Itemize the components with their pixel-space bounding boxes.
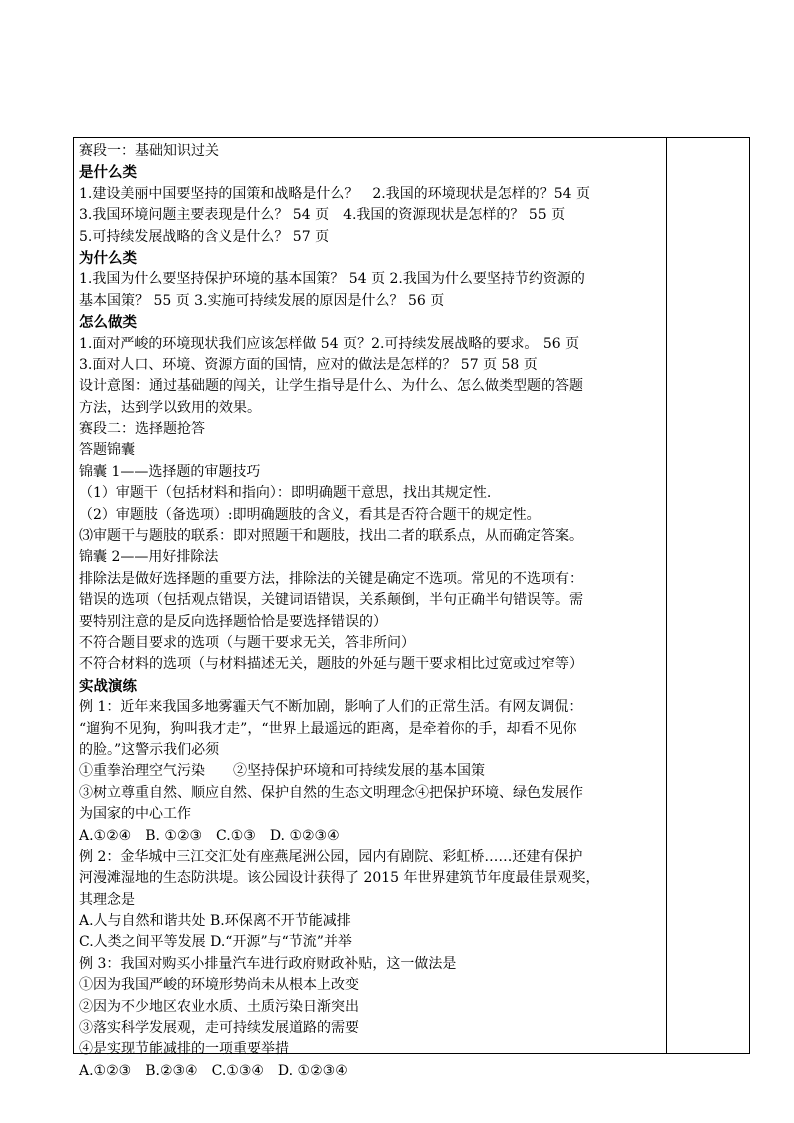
text-line: ③树立尊重自然、顺应自然、保护自然的生态文明理念④把保护环境、绿色发展作	[79, 784, 583, 801]
text-line: 1.我国为什么要坚持保护环境的基本国策？ 54 页 2.我国为什么要坚持节约资源的	[79, 271, 585, 288]
section-heading: 为什么类	[79, 249, 137, 267]
text-line: 5.可持续发展战略的含义是什么？ 57 页	[79, 228, 330, 245]
text-line: 1.面对严峻的环境现状我们应该怎样做 54 页？2.可持续发展战略的要求。 56 页	[79, 335, 580, 352]
column-divider	[666, 138, 667, 1053]
text-line: C.人类之间平等发展 D.“开源”与“节流”并举	[79, 934, 352, 951]
text-line: 不符合题目要求的选项（与题干要求无关，答非所问）	[79, 634, 415, 651]
text-line: 为国家的中心工作	[79, 806, 191, 823]
text-line: 锦囊 2——用好排除法	[79, 549, 219, 566]
text-line: （1）审题干（包括材料和指向）：即明确题干意思，找出其规定性.	[79, 485, 492, 502]
text-line: 错误的选项（包括观点错误，关键词语错误，关系颠倒，半句正确半句错误等。需	[79, 592, 583, 609]
text-line: 锦囊 1——选择题的审题技巧	[79, 463, 261, 480]
text-line: ⑶审题干与题肢的联系：即对照题干和题肢，找出二者的联系点，从而确定答案。	[79, 528, 583, 545]
section-heading: 是什么类	[79, 164, 137, 182]
text-line: 不符合材料的选项（与材料描述无关，题肢的外延与题干要求相比过宽或过窄等）	[79, 656, 583, 673]
text-line: “遛狗不见狗，狗叫我才走”，“世界上最遥远的距离，是牵着你的手，却看不见你	[79, 720, 577, 737]
text-line: ①因为我国严峻的环境形势尚未从根本上改变	[79, 977, 359, 994]
text-line: ①重拳治理空气污染 ②坚持保护环境和可持续发展的基本国策	[79, 763, 485, 780]
content-cell	[79, 141, 663, 1082]
text-line: 赛段二：选择题抢答	[79, 421, 205, 438]
section-heading: 怎么做类	[79, 314, 137, 332]
text-line: A.①②④ B. ①②③ C.①③ D. ①②③④	[79, 827, 340, 844]
text-line: 其理念是	[79, 891, 135, 908]
text-line: ④是实现节能减排的一项重要举措	[79, 1041, 289, 1058]
text-line: 答题锦囊	[79, 442, 135, 459]
section-heading: 实战演练	[79, 677, 137, 695]
text-line: 的脸。”这警示我们必须	[79, 741, 220, 758]
text-line: 排除法是做好选择题的重要方法，排除法的关键是确定不选项。常见的不选项有：	[79, 570, 583, 587]
text-line: 1.建设美丽中国要坚持的国策和战略是什么？ 2.我国的环境现状是怎样的？54 页	[79, 185, 590, 202]
text-line: A.人与自然和谐共处 B.环保离不开节能减排	[79, 913, 351, 930]
text-line: 3.我国环境问题主要表现是什么？ 54 页 4.我国的资源现状是怎样的？ 55 页	[79, 207, 566, 224]
text-line: 方法，达到学以致用的效果。	[79, 399, 261, 416]
text-line: 例 2：金华城中三江交汇处有座燕尾洲公园，园内有剧院、彩虹桥……还建有保护	[79, 848, 583, 865]
text-line: 河漫滩湿地的生态防洪堤。该公园设计获得了 2015 年世界建筑节年度最佳景观奖，	[79, 870, 600, 887]
text-line: 要特别注意的是反向选择题恰恰是要选择错误的）	[79, 613, 387, 630]
lesson-table	[73, 137, 750, 1079]
text-line: 3.面对人口、环境、资源方面的国情，应对的做法是怎样的？ 57 页 58 页	[79, 356, 538, 373]
text-line: （2）审题肢（备选项）:即明确题肢的含义，看其是否符合题干的规定性。	[79, 506, 541, 523]
text-line: 赛段一：基础知识过关	[79, 143, 219, 159]
text-line: 例 1：近年来我国多地雾霾天气不断加剧，影响了人们的正常生活。有网友调侃：	[79, 699, 583, 716]
text-line: ③落实科学发展观，走可持续发展道路的需要	[79, 1020, 359, 1037]
text-line: A.①②③ B.②③④ C.①③④ D. ①②③④	[79, 1062, 348, 1079]
text-line: 基本国策？ 55 页 3.实施可持续发展的原因是什么？ 56 页	[79, 292, 445, 309]
text-line: 例 3：我国对购买小排量汽车进行政府财政补贴，这一做法是	[79, 955, 457, 972]
text-line: 设计意图：通过基础题的闯关，让学生指导是什么、为什么、怎么做类型题的答题	[79, 378, 583, 395]
text-line: ②因为不少地区农业水质、土质污染日渐突出	[79, 998, 359, 1015]
